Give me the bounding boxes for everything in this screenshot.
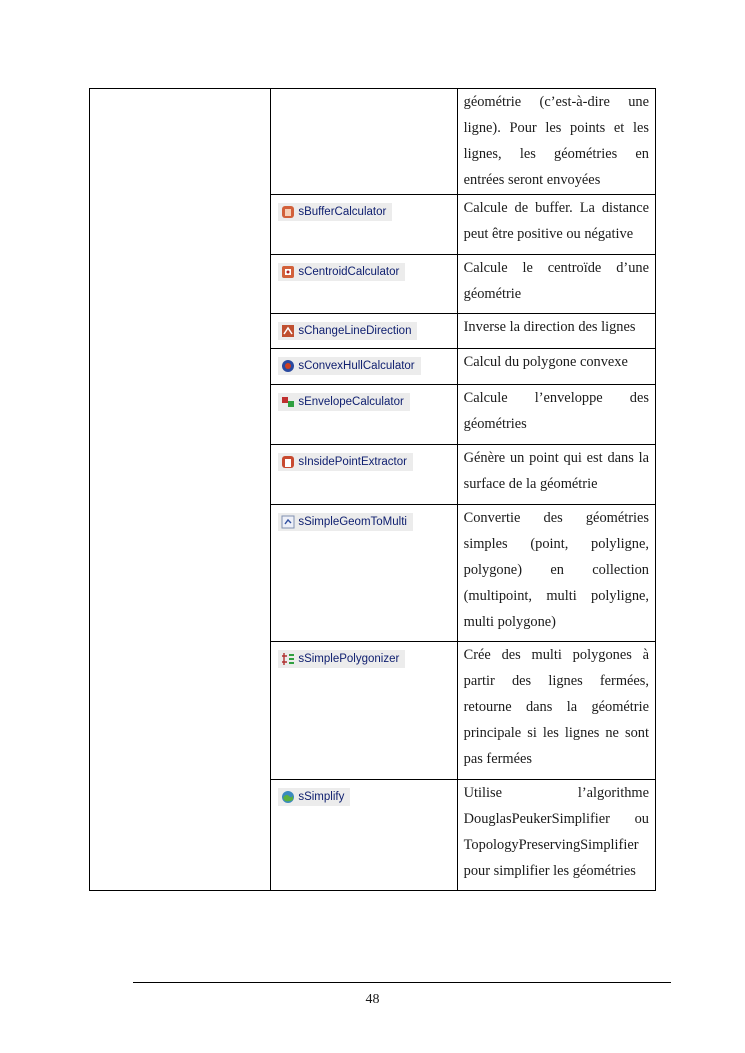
description-cell — [457, 505, 655, 642]
component-label — [278, 263, 405, 281]
centroid-icon — [281, 265, 295, 279]
component-description: Convertie des géométries simples (point, polyligne, polygone) en collection (multipoint, multi polyligne, multi polygone) — [463, 510, 649, 630]
component-label — [278, 513, 413, 531]
component-label — [278, 203, 392, 221]
geom-to-multi-icon — [281, 515, 295, 529]
component-label — [278, 453, 413, 471]
convex-hull-icon — [281, 359, 295, 373]
description-cell — [457, 314, 655, 349]
description-cell — [457, 780, 655, 891]
component-description: Calcule de buffer. La distance peut être positive ou négative — [463, 200, 649, 242]
component-name: sCentroidCalculator — [298, 266, 400, 278]
description-cell — [457, 349, 655, 385]
component-cell — [271, 195, 457, 255]
inside-point-icon — [281, 455, 295, 469]
component-cell — [271, 505, 457, 642]
components-table — [89, 88, 656, 891]
component-label — [278, 393, 409, 411]
component-name: sEnvelopeCalculator — [298, 396, 404, 408]
component-description: Crée des multi polygones à partir des lignes fermées, retourne dans la géométrie principale si les lignes ne sont pas fermées — [463, 647, 649, 767]
envelope-icon — [281, 395, 295, 409]
page-number: 48 — [365, 992, 380, 1007]
component-cell — [271, 385, 457, 445]
description-cell — [457, 642, 655, 780]
component-cell — [271, 642, 457, 780]
description-cell — [457, 89, 655, 195]
buffer-icon — [281, 205, 295, 219]
component-name: sSimpleGeomToMulti — [298, 516, 407, 528]
table-row — [90, 89, 656, 195]
category-cell — [90, 89, 271, 891]
description-cell — [457, 255, 655, 314]
polygonizer-icon — [281, 652, 295, 666]
component-name: sBufferCalculator — [298, 206, 387, 218]
line-direction-icon — [281, 324, 295, 338]
component-name: sInsidePointExtractor — [298, 456, 407, 468]
component-label — [278, 322, 417, 340]
component-description: Calcul du polygone convexe — [463, 354, 628, 370]
component-description: Calcule le centroïde d’une géométrie — [463, 260, 649, 302]
component-cell — [271, 349, 457, 385]
component-name: sChangeLineDirection — [298, 325, 412, 337]
component-cell — [271, 255, 457, 314]
description-cell — [457, 195, 655, 255]
component-label — [278, 650, 405, 668]
footer-rule — [133, 982, 671, 983]
description-cell — [457, 385, 655, 445]
component-cell — [271, 89, 457, 195]
component-description: Génère un point qui est dans la surface de la géométrie — [463, 450, 649, 492]
component-name: sSimplePolygonizer — [298, 653, 400, 665]
component-label — [278, 788, 350, 806]
component-description: Inverse la direction des lignes — [463, 319, 636, 335]
component-description: Utilise l’algorithme DouglasPeukerSimplifier ou TopologyPreservingSimplifier pour simplifier les géométries — [463, 785, 649, 879]
component-cell — [271, 314, 457, 349]
component-name: sSimplify — [298, 791, 345, 803]
component-description: Calcule l’enveloppe des géométries — [463, 390, 649, 432]
component-name: sConvexHullCalculator — [298, 360, 415, 372]
component-label — [278, 357, 420, 375]
continuation-text: géométrie (c’est-à-dire une ligne). Pour les points et les lignes, les géométries en entrées seront envoyées — [463, 94, 649, 188]
component-cell — [271, 780, 457, 891]
description-cell — [457, 445, 655, 505]
simplify-icon — [281, 790, 295, 804]
component-cell — [271, 445, 457, 505]
